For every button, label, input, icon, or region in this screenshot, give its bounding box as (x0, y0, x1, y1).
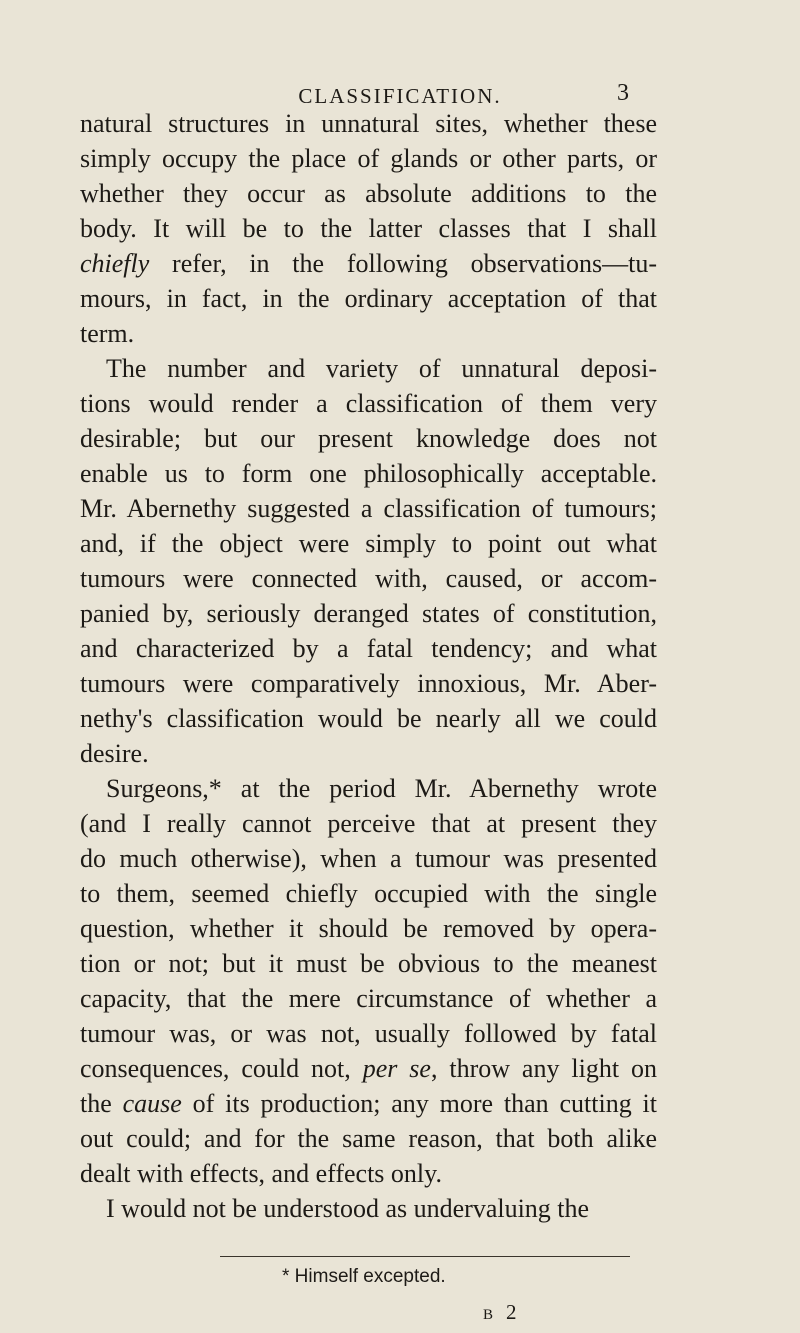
text-line: consequences, could not, per se, throw any light on (80, 1054, 657, 1083)
text-line: tumours were comparatively innoxious, Mr. Aber- (80, 669, 657, 698)
text-line: Mr. Abernethy suggested a classification of tumours; (80, 494, 657, 523)
text-line: desire. (80, 739, 149, 768)
text-line: Surgeons,* at the period Mr. Abernethy wrote (106, 774, 657, 803)
text-line: to them, seemed chiefly occupied with the single (80, 879, 657, 908)
text-line: dealt with effects, and effects only. (80, 1159, 442, 1188)
text-line: enable us to form one philosophically acceptable. (80, 459, 657, 488)
signature-letter: B (483, 1307, 495, 1323)
italic-text: cause (122, 1089, 182, 1118)
footnote: * Himself excepted. (282, 1266, 446, 1287)
signature-mark (483, 1300, 517, 1325)
text-line: panied by, seriously deranged states of constitution, (80, 599, 657, 628)
italic-text: chiefly (80, 249, 150, 278)
text-line: do much otherwise), when a tumour was presented (80, 844, 657, 873)
signature-number: 2 (506, 1300, 517, 1324)
text-line: nethy's classification would be nearly all we could (80, 704, 657, 733)
text-line: out could; and for the same reason, that both alike (80, 1124, 657, 1153)
text-line: term. (80, 319, 135, 348)
page-number: 3 (617, 80, 629, 106)
text-line: tumours were connected with, caused, or accom- (80, 564, 657, 593)
text-line: simply occupy the place of glands or other parts, or (80, 144, 657, 173)
body-text (80, 106, 657, 1226)
text-line: (and I really cannot perceive that at present they (80, 809, 657, 838)
text-line: chiefly refer, in the following observations—tu- (80, 249, 657, 278)
text-line: tumour was, or was not, usually followed by fatal (80, 1019, 657, 1048)
text-line: tion or not; but it must be obvious to the meanest (80, 949, 657, 978)
text-line: and characterized by a fatal tendency; and what (80, 634, 657, 663)
text-line: The number and variety of unnatural deposi- (106, 354, 657, 383)
italic-text: per se (362, 1054, 431, 1083)
text-line: natural structures in unnatural sites, whether these (80, 109, 657, 138)
text-line: the cause of its production; any more than cutting it (80, 1089, 657, 1118)
text-line: capacity, that the mere circumstance of whether a (80, 984, 657, 1013)
text-line: question, whether it should be removed by opera- (80, 914, 657, 943)
text-line: body. It will be to the latter classes that I shall (80, 214, 657, 243)
text-line: whether they occur as absolute additions to the (80, 179, 657, 208)
text-line: tions would render a classification of them very (80, 389, 657, 418)
text-line: and, if the object were simply to point out what (80, 529, 657, 558)
text-line: desirable; but our present knowledge does not (80, 424, 657, 453)
footnote-rule (220, 1256, 630, 1257)
text-line: mours, in fact, in the ordinary acceptation of that (80, 284, 657, 313)
text-line: I would not be understood as undervaluing the (106, 1194, 590, 1223)
running-head: CLASSIFICATION. (298, 84, 502, 108)
